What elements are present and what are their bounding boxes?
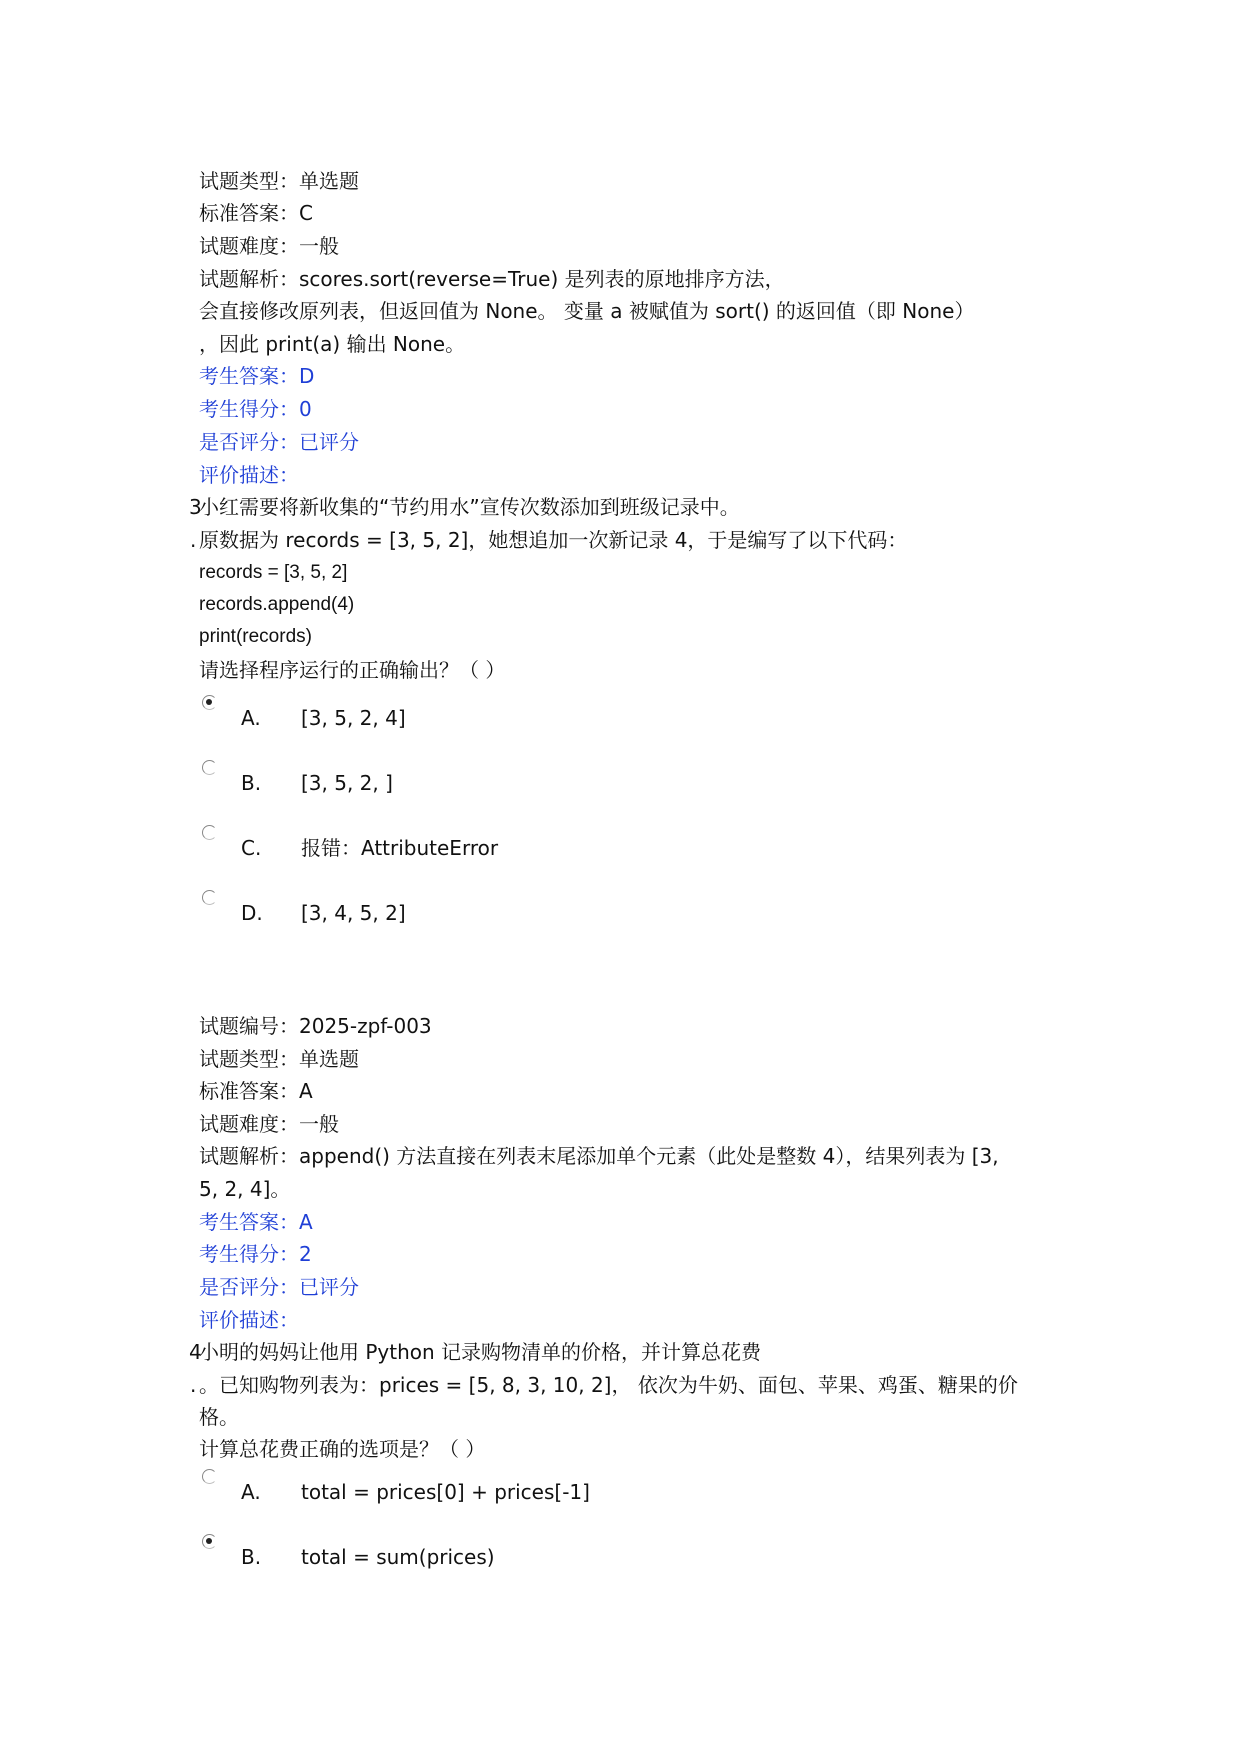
analysis-line: 5, 2, 4]。: [199, 1177, 291, 1201]
question-prompt: 计算总花费正确的选项是？（ ）: [199, 1437, 486, 1461]
student-score: 考生得分：2: [199, 1242, 312, 1266]
question-number: 4: [189, 1340, 202, 1364]
question-text: 小红需要将新收集的“节约用水”宣传次数添加到班级记录中。: [199, 495, 740, 519]
question-type: 试题类型：单选题: [199, 169, 359, 193]
option-b-radio[interactable]: [202, 760, 217, 775]
graded-status: 是否评分：已评分: [199, 1275, 359, 1299]
question-number-dot: .: [190, 1373, 197, 1397]
option-c-radio[interactable]: [202, 825, 217, 840]
question-number-dot: .: [190, 528, 197, 552]
standard-answer: 标准答案：C: [199, 201, 313, 225]
code-line: print(records): [199, 626, 312, 647]
difficulty: 试题难度：一般: [199, 1112, 339, 1136]
option-d-text: [3, 4, 5, 2]: [301, 901, 406, 925]
option-a-text: total = prices[0] + prices[-1]: [301, 1480, 590, 1504]
question-text: 小明的妈妈让他用 Python 记录购物清单的价格，并计算总花费: [199, 1340, 762, 1364]
code-line: records.append(4): [199, 594, 355, 615]
student-answer: 考生答案：A: [199, 1210, 313, 1234]
student-score: 考生得分：0: [199, 397, 312, 421]
analysis-line: 试题解析：scores.sort(reverse=True) 是列表的原地排序方法，: [199, 267, 785, 291]
option-b-radio[interactable]: [202, 1534, 217, 1549]
analysis-line: 试题解析：append() 方法直接在列表末尾添加单个元素（此处是整数 4），结果列表为 [3,: [199, 1144, 999, 1168]
option-a-label: A.: [241, 706, 261, 730]
difficulty: 试题难度：一般: [199, 234, 339, 258]
option-a-radio[interactable]: [202, 1469, 217, 1484]
question-text: 。已知购物列表为：prices = [5, 8, 3, 10, 2]， 依次为牛奶、面包、苹果、鸡蛋、糖果的价: [199, 1373, 1018, 1397]
graded-status: 是否评分：已评分: [199, 430, 359, 454]
option-a-text: [3, 5, 2, 4]: [301, 706, 406, 730]
option-b-label: B.: [241, 1545, 262, 1569]
standard-answer: 标准答案：A: [199, 1079, 313, 1103]
analysis-line: 会直接修改原列表，但返回值为 None。 变量 a 被赋值为 sort() 的返回值（即 None）: [199, 299, 975, 323]
question-prompt: 请选择程序运行的正确输出？（ ）: [199, 658, 506, 682]
option-c-text: 报错：AttributeError: [301, 836, 499, 860]
option-a-radio[interactable]: [202, 695, 217, 710]
option-b-label: B.: [241, 771, 262, 795]
option-c-label: C.: [241, 836, 262, 860]
question-text: 格。: [199, 1405, 239, 1429]
option-d-radio[interactable]: [202, 890, 217, 905]
code-line: records = [3, 5, 2]: [199, 562, 348, 583]
question-type: 试题类型：单选题: [199, 1047, 359, 1071]
question-number: 3: [189, 495, 202, 519]
option-b-text: [3, 5, 2, ]: [301, 771, 393, 795]
evaluation-comment: 评价描述：: [199, 1308, 299, 1332]
question-id: 试题编号：2025-zpf-003: [199, 1014, 432, 1038]
student-answer: 考生答案：D: [199, 364, 315, 388]
analysis-line: ，因此 print(a) 输出 None。: [199, 332, 466, 356]
option-b-text: total = sum(prices): [301, 1545, 495, 1569]
option-a-label: A.: [241, 1480, 261, 1504]
option-d-label: D.: [241, 901, 263, 925]
question-text: 原数据为 records = [3, 5, 2]，她想追加一次新记录 4，于是编写了以下代码：: [199, 528, 908, 552]
evaluation-comment: 评价描述：: [199, 463, 299, 487]
